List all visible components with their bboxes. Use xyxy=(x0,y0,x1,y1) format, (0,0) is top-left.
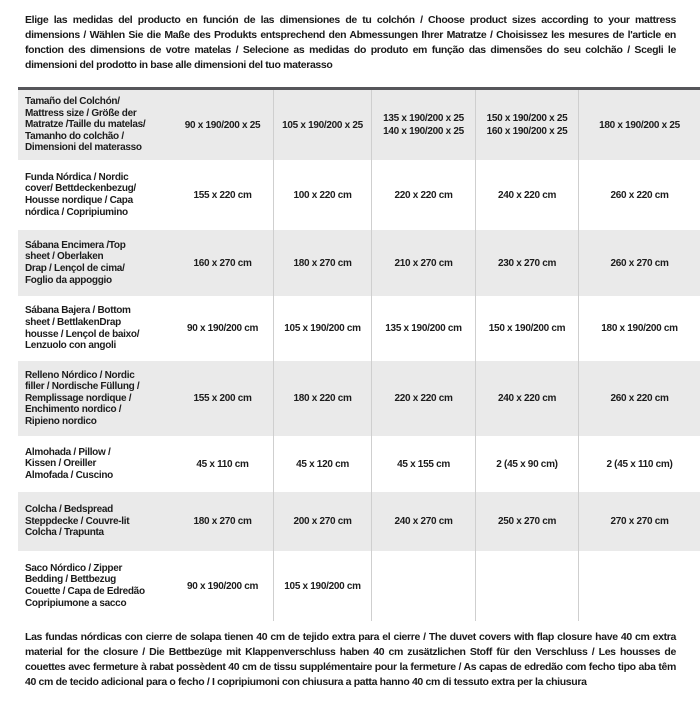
size-cell xyxy=(172,160,273,230)
row-label-line: Funda Nórdica / Nordic xyxy=(25,171,129,183)
row-label-line: sheet / Oberlaken xyxy=(25,251,104,263)
row-label-line: Tamaño del Colchón/ xyxy=(25,96,120,108)
row-label-line: Enchimento nordico / xyxy=(25,404,122,416)
row-label-line: Sábana Encimera /Top xyxy=(25,239,126,251)
table-row xyxy=(18,296,700,361)
size-cell xyxy=(172,492,273,551)
size-cell-line: 240 x 220 cm xyxy=(497,393,557,404)
size-cell xyxy=(578,492,700,551)
row-label-line: Almofada / Cuscino xyxy=(25,469,113,481)
row-label xyxy=(18,96,172,154)
table-row xyxy=(18,160,700,230)
size-cell xyxy=(371,230,475,296)
row-label-line: Steppdecke / Couvre-lit xyxy=(25,515,130,527)
row-label-line: Foglio da appoggio xyxy=(25,274,112,286)
size-cell-line: 155 x 220 cm xyxy=(193,189,252,201)
row-label-line: nórdica / Copripiumino xyxy=(25,206,128,218)
size-cell-line: 180 x 190/200 x 25 xyxy=(599,119,680,131)
size-cell-line: 155 x 200 cm xyxy=(193,393,252,404)
row-label-line: Bedding / Bettbezug xyxy=(25,574,116,586)
row-label-line: Relleno Nórdico / Nordic xyxy=(25,369,135,381)
size-cell-line: 100 x 220 cm xyxy=(293,189,352,201)
row-label-line: filler / Nordische Füllung / xyxy=(25,381,140,393)
size-cell-line: 105 x 190/200 cm xyxy=(284,323,361,334)
row-label-line: Lenzuolo con angoli xyxy=(25,340,116,352)
row-label-line: Copripiumone a sacco xyxy=(25,597,127,609)
table-row xyxy=(18,90,700,160)
size-cell xyxy=(273,160,371,230)
size-cell xyxy=(273,551,371,621)
size-cell-line: 180 x 270 cm xyxy=(193,516,252,527)
size-cell xyxy=(578,436,700,492)
size-cell-line: 90 x 190/200 cm xyxy=(186,323,259,334)
table-row xyxy=(18,436,700,492)
row-label-line: Housse nordique / Capa xyxy=(25,195,133,206)
row-label-line: Ripieno nordico xyxy=(25,415,97,427)
size-cell-line: 105 x 190/200 x 25 xyxy=(282,119,363,131)
page xyxy=(0,13,700,690)
row-label xyxy=(18,240,172,286)
size-cell xyxy=(578,230,700,296)
size-cell xyxy=(475,436,578,492)
size-cell xyxy=(273,90,371,160)
size-cell xyxy=(172,90,273,160)
table-row xyxy=(18,492,700,551)
size-cell xyxy=(273,230,371,296)
row-label-line: Matratze /Taille du matelas/ xyxy=(25,119,146,131)
size-cell-line: 45 x 110 cm xyxy=(196,458,249,470)
row-label-line: housse / Lençol de baixo/ xyxy=(25,328,140,340)
size-cell xyxy=(273,361,371,436)
size-cell-line: 230 x 270 cm xyxy=(497,257,557,269)
size-cell-line: 160 x 190/200 x 25 xyxy=(486,126,568,137)
size-cell-line: 270 x 270 cm xyxy=(610,516,669,527)
size-cell-line: 260 x 270 cm xyxy=(610,257,669,269)
row-label-line: Drap / Lençol de cima/ xyxy=(25,263,125,274)
size-cell-line: 200 x 270 cm xyxy=(293,516,352,527)
size-cell xyxy=(371,492,475,551)
size-cell xyxy=(475,361,578,436)
row-label xyxy=(18,172,172,218)
size-cell xyxy=(578,296,700,361)
size-cell xyxy=(371,160,475,230)
table-row xyxy=(18,361,700,436)
size-cell xyxy=(578,361,700,436)
row-label-line: Couette / Capa de Edredão xyxy=(25,586,145,597)
size-cell xyxy=(475,230,578,296)
table-row xyxy=(18,230,700,296)
size-cell-line: 140 x 190/200 x 25 xyxy=(383,126,464,137)
size-cell xyxy=(578,160,700,230)
size-cell-line: 210 x 270 cm xyxy=(394,257,453,269)
size-cell-line: 90 x 190/200 cm xyxy=(186,580,259,592)
size-cell xyxy=(475,90,578,160)
size-cell-line: 150 x 190/200 cm xyxy=(488,323,566,334)
size-cell-line: 180 x 220 cm xyxy=(293,393,352,404)
size-cell-line: 180 x 190/200 cm xyxy=(601,323,678,334)
size-cell xyxy=(371,551,475,621)
size-cell-line: 45 x 120 cm xyxy=(296,458,349,470)
size-cell xyxy=(172,551,273,621)
size-cell xyxy=(475,296,578,361)
row-label-line: Saco Nórdico / Zipper xyxy=(25,562,123,574)
size-cell xyxy=(475,160,578,230)
size-cell xyxy=(371,296,475,361)
size-cell-line: 250 x 270 cm xyxy=(497,516,557,527)
size-cell xyxy=(172,361,273,436)
size-cell xyxy=(371,361,475,436)
row-label-line: Colcha / Trapunta xyxy=(25,527,104,539)
size-cell xyxy=(475,492,578,551)
size-cell-line: 135 x 190/200 x 25 xyxy=(383,113,464,124)
row-label xyxy=(18,447,172,482)
row-label-line: sheet / BettlakenDrap xyxy=(25,316,121,328)
size-cell xyxy=(273,296,371,361)
size-cell xyxy=(273,436,371,492)
size-cell xyxy=(273,492,371,551)
row-label-line: cover/ Bettdeckenbezug/ xyxy=(25,183,136,195)
row-label-line: Almohada / Pillow / xyxy=(25,446,111,458)
row-label-line: Dimensioni del materasso xyxy=(25,142,142,154)
size-cell-line: 240 x 270 cm xyxy=(394,516,453,527)
row-label-line: Mattress size / Größe der xyxy=(25,107,137,119)
size-cell-line: 260 x 220 cm xyxy=(610,393,669,404)
size-cell-line: 240 x 220 cm xyxy=(497,189,557,201)
size-cell-line: 160 x 270 cm xyxy=(193,257,252,269)
row-label xyxy=(18,563,172,609)
table-row xyxy=(18,551,700,621)
size-cell xyxy=(475,551,578,621)
size-cell xyxy=(172,436,273,492)
row-label-line: Colcha / Bedspread xyxy=(25,504,113,516)
size-cell-line: 90 x 190/200 x 25 xyxy=(184,119,261,131)
size-cell xyxy=(578,551,700,621)
size-cell-line: 105 x 190/200 cm xyxy=(284,580,361,592)
size-cell-line: 220 x 220 cm xyxy=(394,393,453,404)
row-label xyxy=(18,504,172,539)
header-text: Elige las medidas del producto en función de las dimensiones de tu colchón / Choose product sizes according to your mattress dimensions / Wählen Sie die Maße des Produkts entsprechend den Abmessungen Ihrer Matratze / Choisissez les mesures de l'article en fonction des dimensions de votre matelas / Selecione as medidas do produto em função das dimensões do seu colchão / Scegli le dimensioni del prodotto in base alle dimensioni del tuo materasso xyxy=(25,14,676,71)
size-cell xyxy=(578,90,700,160)
row-label xyxy=(18,370,172,428)
size-cell xyxy=(172,230,273,296)
size-cell-line: 45 x 155 cm xyxy=(397,458,450,470)
size-table xyxy=(18,87,700,621)
size-cell xyxy=(371,90,475,160)
size-cell xyxy=(371,436,475,492)
size-cell-line: 2 (45 x 90 cm) xyxy=(496,458,558,470)
row-label-line: Kissen / Oreiller xyxy=(25,458,97,470)
size-cell-line: 220 x 220 cm xyxy=(394,189,453,201)
size-cell xyxy=(172,296,273,361)
row-label-line: Sábana Bajera / Bottom xyxy=(25,305,131,317)
size-cell-line: 2 (45 x 110 cm) xyxy=(606,458,673,470)
row-label-line: Tamanho do colchão / xyxy=(25,130,124,142)
footer-text: Las fundas nórdicas con cierre de solapa tienen 40 cm de tejido extra para el cierre / The duvet covers with flap closure have 40 cm extra material for the closure / Die Bettbezüge mit Klappenverschluss haben 40 cm zusätzlichen Stoff für den Verschluss / Les housses de couettes avec fermeture à rabat possèdent 40 cm de tissu supplémentaire pour la fermeture / As capas de edredão com fecho tipo aba têm 40 cm de tecido adicional para o fecho / I copripiumoni con chiusura a patta hanno 40 cm di tessuto extra per la chiusura xyxy=(25,631,676,688)
size-cell-line: 260 x 220 cm xyxy=(610,189,669,201)
size-cell-line: 180 x 270 cm xyxy=(293,257,352,269)
size-cell-line: 150 x 190/200 x 25 xyxy=(486,113,568,124)
row-label xyxy=(18,305,172,351)
row-label-line: Remplissage nordique / xyxy=(25,392,132,404)
size-cell-line: 135 x 190/200 cm xyxy=(385,323,462,334)
